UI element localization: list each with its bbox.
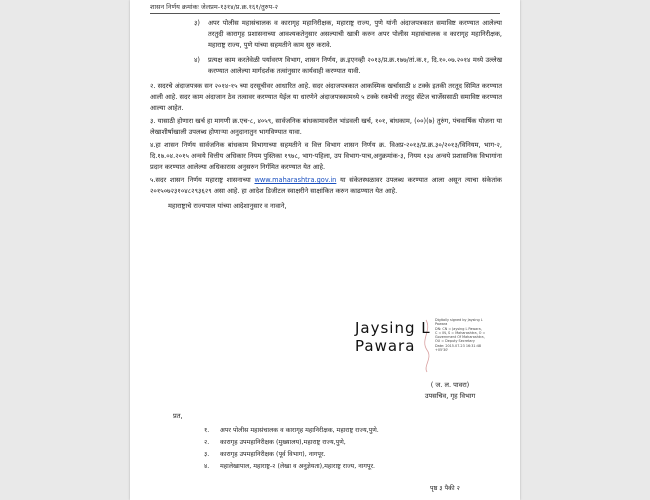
sub-item-number: ४) <box>193 56 200 64</box>
signature-detail-line: C = IN, S = Maharashtra, O = <box>435 330 486 335</box>
closing-line: महाराष्ट्राचे राज्यपाल यांच्या आदेशानुसार व नावाने, <box>168 202 287 210</box>
list-item-text: कारागृह उपमहानिरीक्षक (पूर्व विभाग), नागपूर. <box>220 451 326 458</box>
header-rule <box>150 13 500 14</box>
signature-detail-line: Digitally signed by Jaysing L <box>435 318 483 322</box>
digital-signature <box>355 318 515 376</box>
website-link[interactable]: www.maharashtra.gov.in <box>254 176 337 184</box>
list-item-text: कारागृह उपमहानिरीक्षक (मुख्यालय),महाराष्ट्र राज्य,पुणे, <box>220 439 346 446</box>
signature-detail-line: Pawara <box>435 322 448 327</box>
officer-name: ( ज. ल. पावरा) <box>430 381 470 389</box>
sub-item <box>150 18 502 51</box>
signer-name-line2: Pawara <box>355 337 416 355</box>
page-number: पृष्ठ ३ पैकी २ <box>430 485 460 492</box>
paragraph-text: ५.सदर शासन निर्णय महाराष्ट्र शासनाच्या <box>150 176 255 184</box>
list-item-text: महालेखापाल, महाराष्ट्र-२ (लेखा व अनुज्ञेयता),महाराष्ट्र राज्य, नागपूर. <box>220 463 376 470</box>
signature-detail-line: Date: 2015.07.23 16:31:48 <box>435 343 482 348</box>
sub-item <box>150 55 502 77</box>
list-item <box>190 425 490 437</box>
sub-item-text: प्रत्यक्ष काम करतेवेळी पर्यावरण विभाग, शासन निर्णय, क्र.इएनव्ही २०१३/प्र.क्र.१७७/तां.क.१, दि.१०.०७.२०१४ मध्ये उल्लेख करण्यात आलेल्या मार्गदर्शक तत्वांनुसार कार्यवाही करण्यात यावी. <box>208 56 502 75</box>
signing-officer <box>395 380 505 402</box>
signature-detail-line: DN: CN = Jaysing L Pawara, <box>435 326 482 331</box>
paragraph-website <box>150 175 502 197</box>
signature-detail-line: OU = Deputy Secretary <box>435 339 475 344</box>
signer-name-line1: Jaysing L <box>355 319 431 337</box>
document-header: शासन निर्णय क्रमांकः जेलप्रम-१३१४/प्र.क्र.१६१/तुरुप-२ <box>150 3 278 11</box>
document-page <box>130 0 520 500</box>
list-item-number: २. <box>204 439 210 446</box>
list-item-text: अपर पोलीस महासंचालक व कारागृह महानिरीक्षक, महाराष्ट्र राज्य,पुणे. <box>220 427 379 434</box>
list-item <box>190 449 490 461</box>
copy-to-label: प्रत, <box>173 412 183 420</box>
sub-item-number: ३) <box>193 19 200 27</box>
signature-detail-line: Government Of Maharashtra, <box>435 335 485 340</box>
sub-item-text: अपर पोलीस महासंचालक व कारागृह महानिरीक्षक, महाराष्ट्र राज्य, पुणे यांनी अंदाजपत्रकात समाविष्ट करण्यात आलेल्या तरतुदी कारागृह प्रशासनाच्या आवश्यकतेनुसार असल्याची खात्री करुन अपर पोलीस महासंचालक व कारागृह महानिरीक्षक, महाराष्ट्र राज्य, पुणे यांच्या सहमतीने काम सुरु करावे. <box>208 19 502 49</box>
paragraph: ३. यासाठी होणारा खर्च हा मागणी क्र.एच-८, ४०५९, सार्वजनिक बांधकामावरील भांडवली खर्च, १०१, बांधकाम, (००)(७) तुरुंग, पंचवार्षिक योजना या लेखाशीर्षाखाली उपलब्ध होणाऱ्या अनुदानातुन भागविण्यात यावा. <box>150 117 502 136</box>
recipient-list <box>190 425 490 473</box>
list-item-number: ४. <box>204 463 210 470</box>
paragraph-text: या संकेतस्थळावर उपलब्ध करण्यात आला असून त्याचा संकेतांक २०१५०७२३१०४८२९३६२९ असा आहे. हा आदेश डिजीटल स्वाक्षरीने साक्षांकित करुन काढण्यात येत आहे. <box>150 176 502 195</box>
signature-details <box>435 318 515 352</box>
signature-detail-line: +05'30' <box>435 348 449 353</box>
paragraph: २. सदरचे अंदाजपत्रक सन २०१४-१५ च्या दरसूचीवर आधारित आहे. सदर अंदाजपत्रकात आकस्मिक खर्चासाठी ४ टक्के इतकी तरतूद सिमित करण्यात आली आहे. सदर काम अंदाजान ठेव तत्वावर करण्यात येईल या धारणेने अंदाजपत्रकामध्ये ५ टक्के रकमेची तरतूद सेंटेज चार्जेससाठी समाविष्ट करण्यात आल्या आहेत. <box>150 82 502 112</box>
officer-title: उपसचिव, गृह विभाग <box>424 392 476 400</box>
list-item-number: ३. <box>204 451 210 458</box>
document-body <box>150 18 502 212</box>
paragraph: ४.हा शासन निर्णय सार्वजनिक बांधकाम विभागाच्या सहमतीने व वित्त विभाग शासन निर्णय क्र. विअप्र-२०१३/प्र.क्र.३०/२०१३/विनियम, भाग-२, दि.१७.०४.२०१५ अन्वये वित्तीय अधिकार नियम पुस्तिका १९७८, भाग-पहिला, उप विभाग-पाच,अनुक्रमांक-३, नियम १३४ अन्वये प्रशासनिक विभागांना प्रदान करण्यात आलेल्या अधिकारास अनुसरुन निर्गमित करण्यात येत आहे. <box>150 141 502 171</box>
list-item <box>190 437 490 449</box>
list-item <box>190 461 490 473</box>
list-item-number: १. <box>204 427 210 434</box>
